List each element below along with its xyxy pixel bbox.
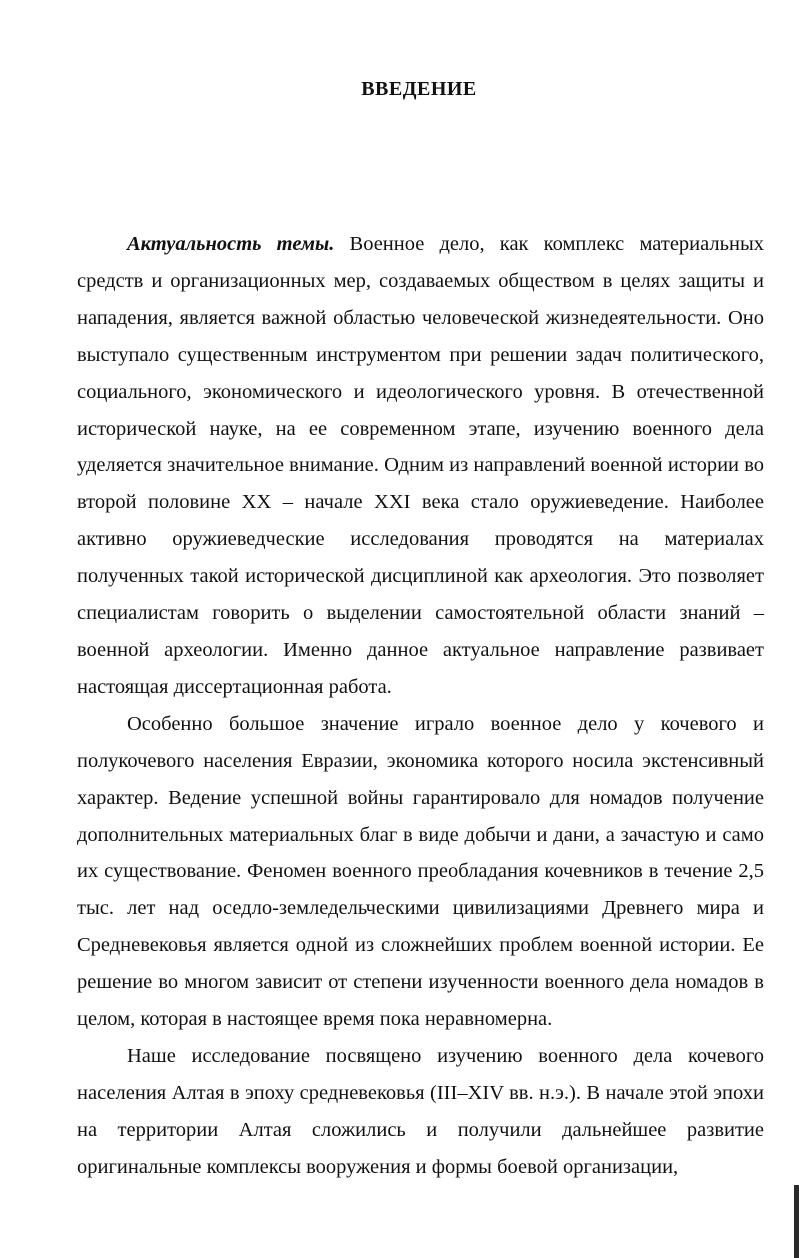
paragraph-text: Военное дело, как комплекс материальных средств и организационных мер, создаваемых обществом в целях защиты и нападения, является важной областью человеческой жизнедеятельности. Оно выступало существенным инструментом при решении задач политического, социального, экономического и идеологического уровня. В отечественной исторической науке, на ее современном этапе, изучению военного дела уделяется значительное внимание. Одним из направлений военной истории во второй половине XX – начале XXI века стало оружиеведение. Наиболее активно оружиеведческие исследования проводятся на материалах полученных такой исторической дисциплиной как археология. Это позволяет специалистам говорить о выделении самостоятельной области знаний – военной археологии. Именно данное актуальное направление развивает настоящая диссертационная работа. bbox=[77, 233, 764, 698]
paragraph-lead: Актуальность темы. bbox=[127, 233, 335, 255]
paragraph-relevance bbox=[77, 226, 764, 706]
paragraph-text: Особенно большое значение играло военное дело у кочевого и полукочевого населения Евразии, экономика которого носила экстенсивный характер. Ведение успешной войны гарантировало для номадов получение дополнительных материальных благ в виде добычи и дани, а зачастую и само их существование. Феномен военного преобладания кочевников в течение 2,5 тыс. лет над оседло-земледельческими цивилизациями Древнего мира и Средневековья является одной из сложнейших проблем военной истории. Ее решение во многом зависит от степени изученности военного дела номадов в целом, которая в настоящее время пока неравномерна. bbox=[77, 712, 764, 1031]
paragraph-research bbox=[77, 1038, 764, 1186]
scan-edge-mark bbox=[794, 1185, 799, 1258]
page-title: ВВЕДЕНИЕ bbox=[361, 78, 477, 100]
paragraph-nomads bbox=[77, 706, 764, 1038]
body-text bbox=[77, 226, 764, 1186]
paragraph-text: Наше исследование посвящено изучению военного дела кочевого населения Алтая в эпоху средневековья (III–XIV вв. н.э.). В начале этой эпохи на территории Алтая сложились и получили дальнейшее развитие оригинальные комплексы вооружения и формы боевой организации, bbox=[77, 1044, 764, 1178]
